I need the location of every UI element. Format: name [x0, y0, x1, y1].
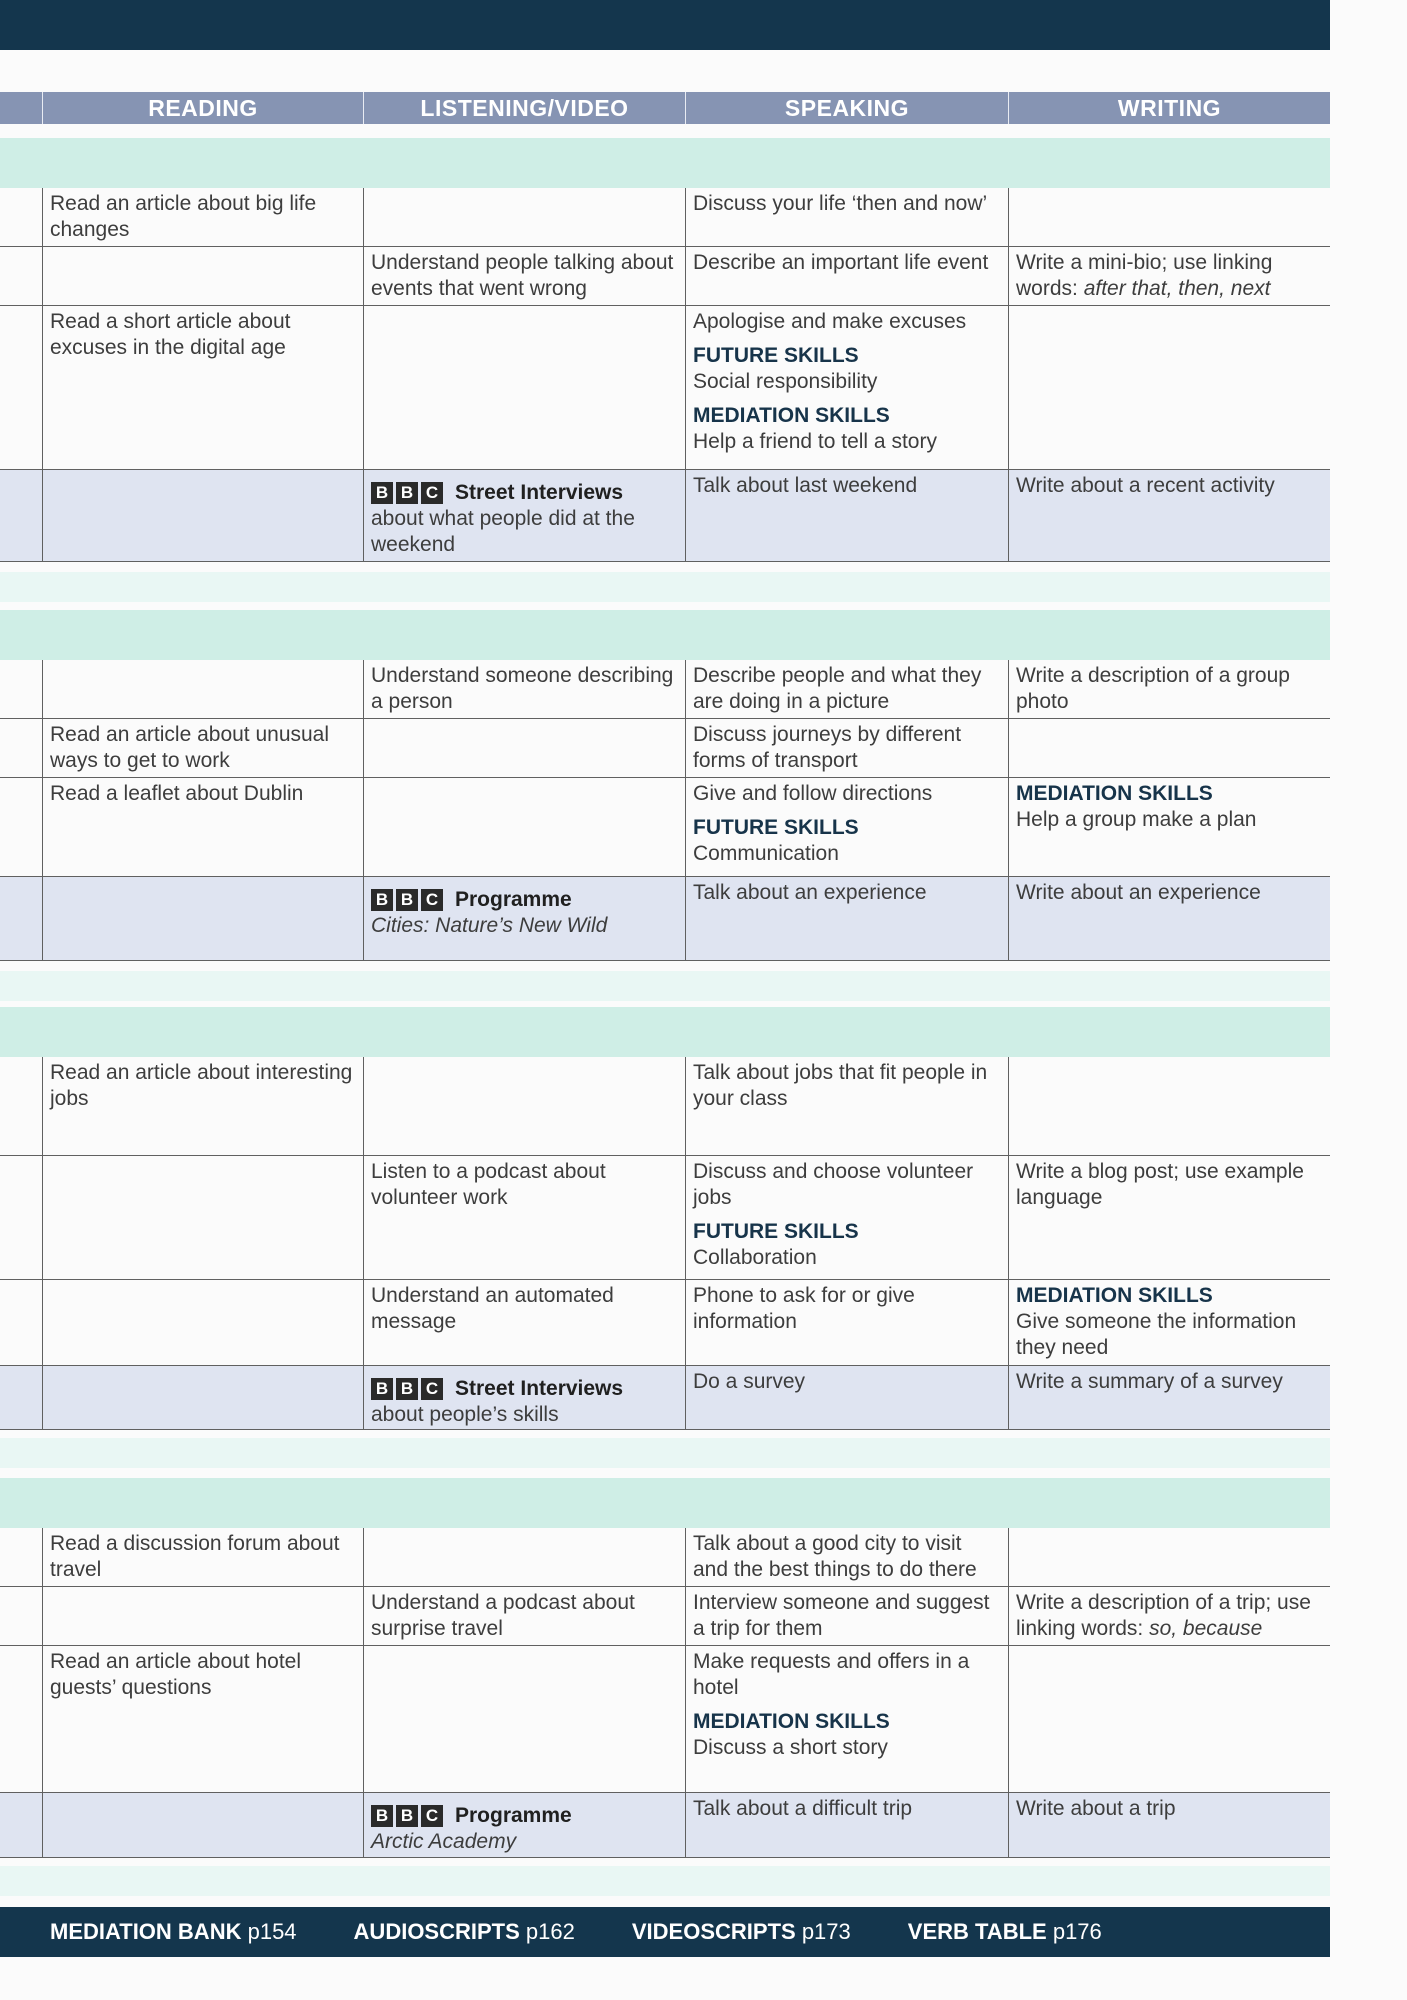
bbc-letter: B	[371, 482, 393, 504]
video-row	[0, 1366, 1330, 1430]
cell-reading: Read an article about hotel guests’ questions	[42, 1646, 363, 1792]
cell-speaking: Phone to ask for or give information	[685, 1280, 1008, 1365]
cell-blank	[0, 247, 42, 305]
cell-reading: Read an article about unusual ways to get to work	[42, 719, 363, 777]
cell-speaking: Describe an important life event	[685, 247, 1008, 305]
bbc-letter: B	[396, 482, 418, 504]
table-row	[0, 188, 1330, 247]
cell-speaking: Discuss your life ‘then and now’	[685, 188, 1008, 246]
cell-speaking: Talk about an experience	[685, 877, 1008, 960]
cell-writing	[1008, 306, 1330, 469]
cell-speaking	[685, 778, 1008, 876]
cell-listening: Listen to a podcast about volunteer work	[363, 1156, 685, 1279]
cell-blank	[0, 778, 42, 876]
cell-listening	[363, 1366, 685, 1430]
future-skills-label: FUTURE SKILLS	[693, 1220, 859, 1243]
cell-reading	[42, 247, 363, 305]
cell-listening	[363, 1646, 685, 1792]
cell-listening	[363, 877, 685, 960]
cell-writing: Write about an experience	[1008, 877, 1330, 960]
section-gap	[0, 1438, 1330, 1468]
cell-listening: Understand people talking about events that went wrong	[363, 247, 685, 305]
video-row	[0, 877, 1330, 961]
top-bar	[0, 0, 1330, 50]
cell-reading	[42, 1366, 363, 1430]
video-desc: about what people did at the weekend	[371, 507, 635, 556]
cell-speaking: Interview someone and suggest a trip for them	[685, 1587, 1008, 1645]
cell-listening	[363, 778, 685, 876]
table-row	[0, 778, 1330, 877]
bbc-letter: B	[371, 1805, 393, 1827]
unit-band	[0, 610, 1330, 660]
cell-listening	[363, 306, 685, 469]
cell-writing	[1008, 1646, 1330, 1792]
unit-band	[0, 1007, 1330, 1057]
bbc-letter: B	[396, 1378, 418, 1400]
bbc-letter: B	[396, 889, 418, 911]
cell-reading: Read an article about interesting jobs	[42, 1057, 363, 1155]
bbc-logo	[371, 1803, 679, 1829]
cell-blank	[0, 188, 42, 246]
unit-band	[0, 1478, 1330, 1528]
unit-band	[0, 138, 1330, 188]
header-blank	[0, 92, 42, 124]
table-row	[0, 1280, 1330, 1366]
cell-listening	[363, 470, 685, 561]
video-kind: Programme	[455, 1804, 572, 1827]
cell-listening	[363, 1057, 685, 1155]
cell-writing	[1008, 188, 1330, 246]
cell-speaking	[685, 306, 1008, 469]
cell-writing: Write about a trip	[1008, 1793, 1330, 1857]
cell-speaking: Describe people and what they are doing in a picture	[685, 660, 1008, 718]
mediation-skills-text: Give someone the information they need	[1016, 1310, 1297, 1359]
bbc-letter: C	[421, 1805, 443, 1827]
mediation-skills-label: MEDIATION SKILLS	[1016, 1284, 1213, 1307]
cell-speaking: Talk about a good city to visit and the best things to do there	[685, 1528, 1008, 1586]
writing-linking-words: so, because	[1149, 1617, 1263, 1640]
cell-speaking: Do a survey	[685, 1366, 1008, 1430]
table-row	[0, 1057, 1330, 1156]
footer-link-videoscripts[interactable]: VIDEOSCRIPTS p173	[631, 1919, 851, 1944]
header-speaking: SPEAKING	[685, 92, 1008, 124]
future-skills-label: FUTURE SKILLS	[693, 816, 859, 839]
cell-writing	[1008, 719, 1330, 777]
video-row	[0, 1793, 1330, 1858]
cell-reading	[42, 1587, 363, 1645]
cell-reading	[42, 660, 363, 718]
header-writing: WRITING	[1008, 92, 1330, 124]
cell-writing	[1008, 1280, 1330, 1365]
future-skills-text: Collaboration	[693, 1246, 817, 1269]
table-row	[0, 719, 1330, 778]
cell-blank	[0, 877, 42, 960]
cell-blank	[0, 1057, 42, 1155]
cell-blank	[0, 1156, 42, 1279]
cell-writing	[1008, 247, 1330, 305]
section-gap	[0, 572, 1330, 602]
future-skills-text: Communication	[693, 842, 839, 865]
bbc-logo	[371, 480, 679, 506]
video-kind: Programme	[455, 888, 572, 911]
bbc-letter: C	[421, 889, 443, 911]
speaking-text: Apologise and make excuses	[693, 310, 967, 333]
video-kind: Street Interviews	[455, 481, 624, 504]
table-row	[0, 1156, 1330, 1280]
future-skills-text: Social responsibility	[693, 370, 878, 393]
cell-reading: Read a leaflet about Dublin	[42, 778, 363, 876]
mediation-skills-text: Help a friend to tell a story	[693, 430, 937, 453]
video-row	[0, 470, 1330, 562]
cell-writing	[1008, 778, 1330, 876]
cell-listening	[363, 1793, 685, 1857]
mediation-skills-label: MEDIATION SKILLS	[693, 404, 890, 427]
mediation-skills-label: MEDIATION SKILLS	[693, 1710, 890, 1733]
cell-listening: Understand an automated message	[363, 1280, 685, 1365]
writing-text: Write a description of a trip; use linking words:	[1016, 1591, 1311, 1640]
bbc-letter: C	[421, 1378, 443, 1400]
table-row	[0, 247, 1330, 306]
header-listening: LISTENING/VIDEO	[363, 92, 685, 124]
cell-blank	[0, 719, 42, 777]
cell-listening	[363, 719, 685, 777]
table-row	[0, 306, 1330, 470]
cell-writing: Write a blog post; use example language	[1008, 1156, 1330, 1279]
cell-reading	[42, 470, 363, 561]
cell-speaking: Talk about jobs that fit people in your class	[685, 1057, 1008, 1155]
cell-writing: Write about a recent activity	[1008, 470, 1330, 561]
column-header	[0, 92, 1330, 124]
table-row	[0, 1587, 1330, 1646]
cell-reading	[42, 1280, 363, 1365]
cell-blank	[0, 470, 42, 561]
cell-blank	[0, 1528, 42, 1586]
cell-blank	[0, 1280, 42, 1365]
footer-link-mediation-bank[interactable]: MEDIATION BANK p154	[50, 1919, 297, 1944]
video-title: Cities: Nature’s New Wild	[371, 914, 608, 937]
cell-listening: Understand a podcast about surprise travel	[363, 1587, 685, 1645]
writing-linking-words: after that, then, next	[1083, 277, 1271, 300]
table-row	[0, 1646, 1330, 1793]
mediation-skills-text: Discuss a short story	[693, 1736, 888, 1759]
bbc-letter: B	[371, 1378, 393, 1400]
video-title: Arctic Academy	[371, 1830, 517, 1853]
bbc-letter: B	[371, 889, 393, 911]
footer-bar	[0, 1907, 1330, 1957]
cell-reading	[42, 1156, 363, 1279]
table-row	[0, 660, 1330, 719]
section-gap	[0, 1866, 1330, 1896]
table-row	[0, 1528, 1330, 1587]
video-desc: about people’s skills	[371, 1403, 559, 1426]
speaking-text: Give and follow directions	[693, 782, 933, 805]
cell-speaking	[685, 1646, 1008, 1792]
cell-writing: Write a summary of a survey	[1008, 1366, 1330, 1430]
future-skills-label: FUTURE SKILLS	[693, 344, 859, 367]
cell-speaking: Discuss journeys by different forms of transport	[685, 719, 1008, 777]
mediation-skills-text: Help a group make a plan	[1016, 808, 1257, 831]
cell-reading: Read an article about big life changes	[42, 188, 363, 246]
footer-link-audioscripts[interactable]: AUDIOSCRIPTS p162	[353, 1919, 575, 1944]
bbc-letter: C	[421, 482, 443, 504]
cell-writing	[1008, 1528, 1330, 1586]
cell-listening	[363, 188, 685, 246]
cell-speaking	[685, 1156, 1008, 1279]
bbc-letter: B	[396, 1805, 418, 1827]
cell-listening: Understand someone describing a person	[363, 660, 685, 718]
speaking-text: Discuss and choose volunteer jobs	[693, 1160, 974, 1209]
cell-listening	[363, 1528, 685, 1586]
cell-speaking: Talk about a difficult trip	[685, 1793, 1008, 1857]
speaking-text: Make requests and offers in a hotel	[693, 1650, 970, 1699]
mediation-skills-label: MEDIATION SKILLS	[1016, 782, 1213, 805]
bbc-logo	[371, 887, 679, 913]
cell-blank	[0, 1646, 42, 1792]
cell-reading	[42, 1793, 363, 1857]
cell-blank	[0, 1793, 42, 1857]
cell-reading	[42, 877, 363, 960]
writing-text: Write a mini-bio; use linking words:	[1016, 251, 1273, 300]
cell-blank	[0, 1587, 42, 1645]
cell-writing: Write a description of a group photo	[1008, 660, 1330, 718]
section-gap	[0, 971, 1330, 1001]
cell-reading: Read a short article about excuses in the digital age	[42, 306, 363, 469]
video-kind: Street Interviews	[455, 1377, 624, 1400]
cell-reading: Read a discussion forum about travel	[42, 1528, 363, 1586]
cell-writing	[1008, 1587, 1330, 1645]
bbc-logo	[371, 1376, 679, 1402]
cell-blank	[0, 1366, 42, 1430]
header-reading: READING	[42, 92, 363, 124]
cell-writing	[1008, 1057, 1330, 1155]
cell-speaking: Talk about last weekend	[685, 470, 1008, 561]
cell-blank	[0, 306, 42, 469]
cell-blank	[0, 660, 42, 718]
footer-link-verb-table[interactable]: VERB TABLE p176	[907, 1919, 1102, 1944]
